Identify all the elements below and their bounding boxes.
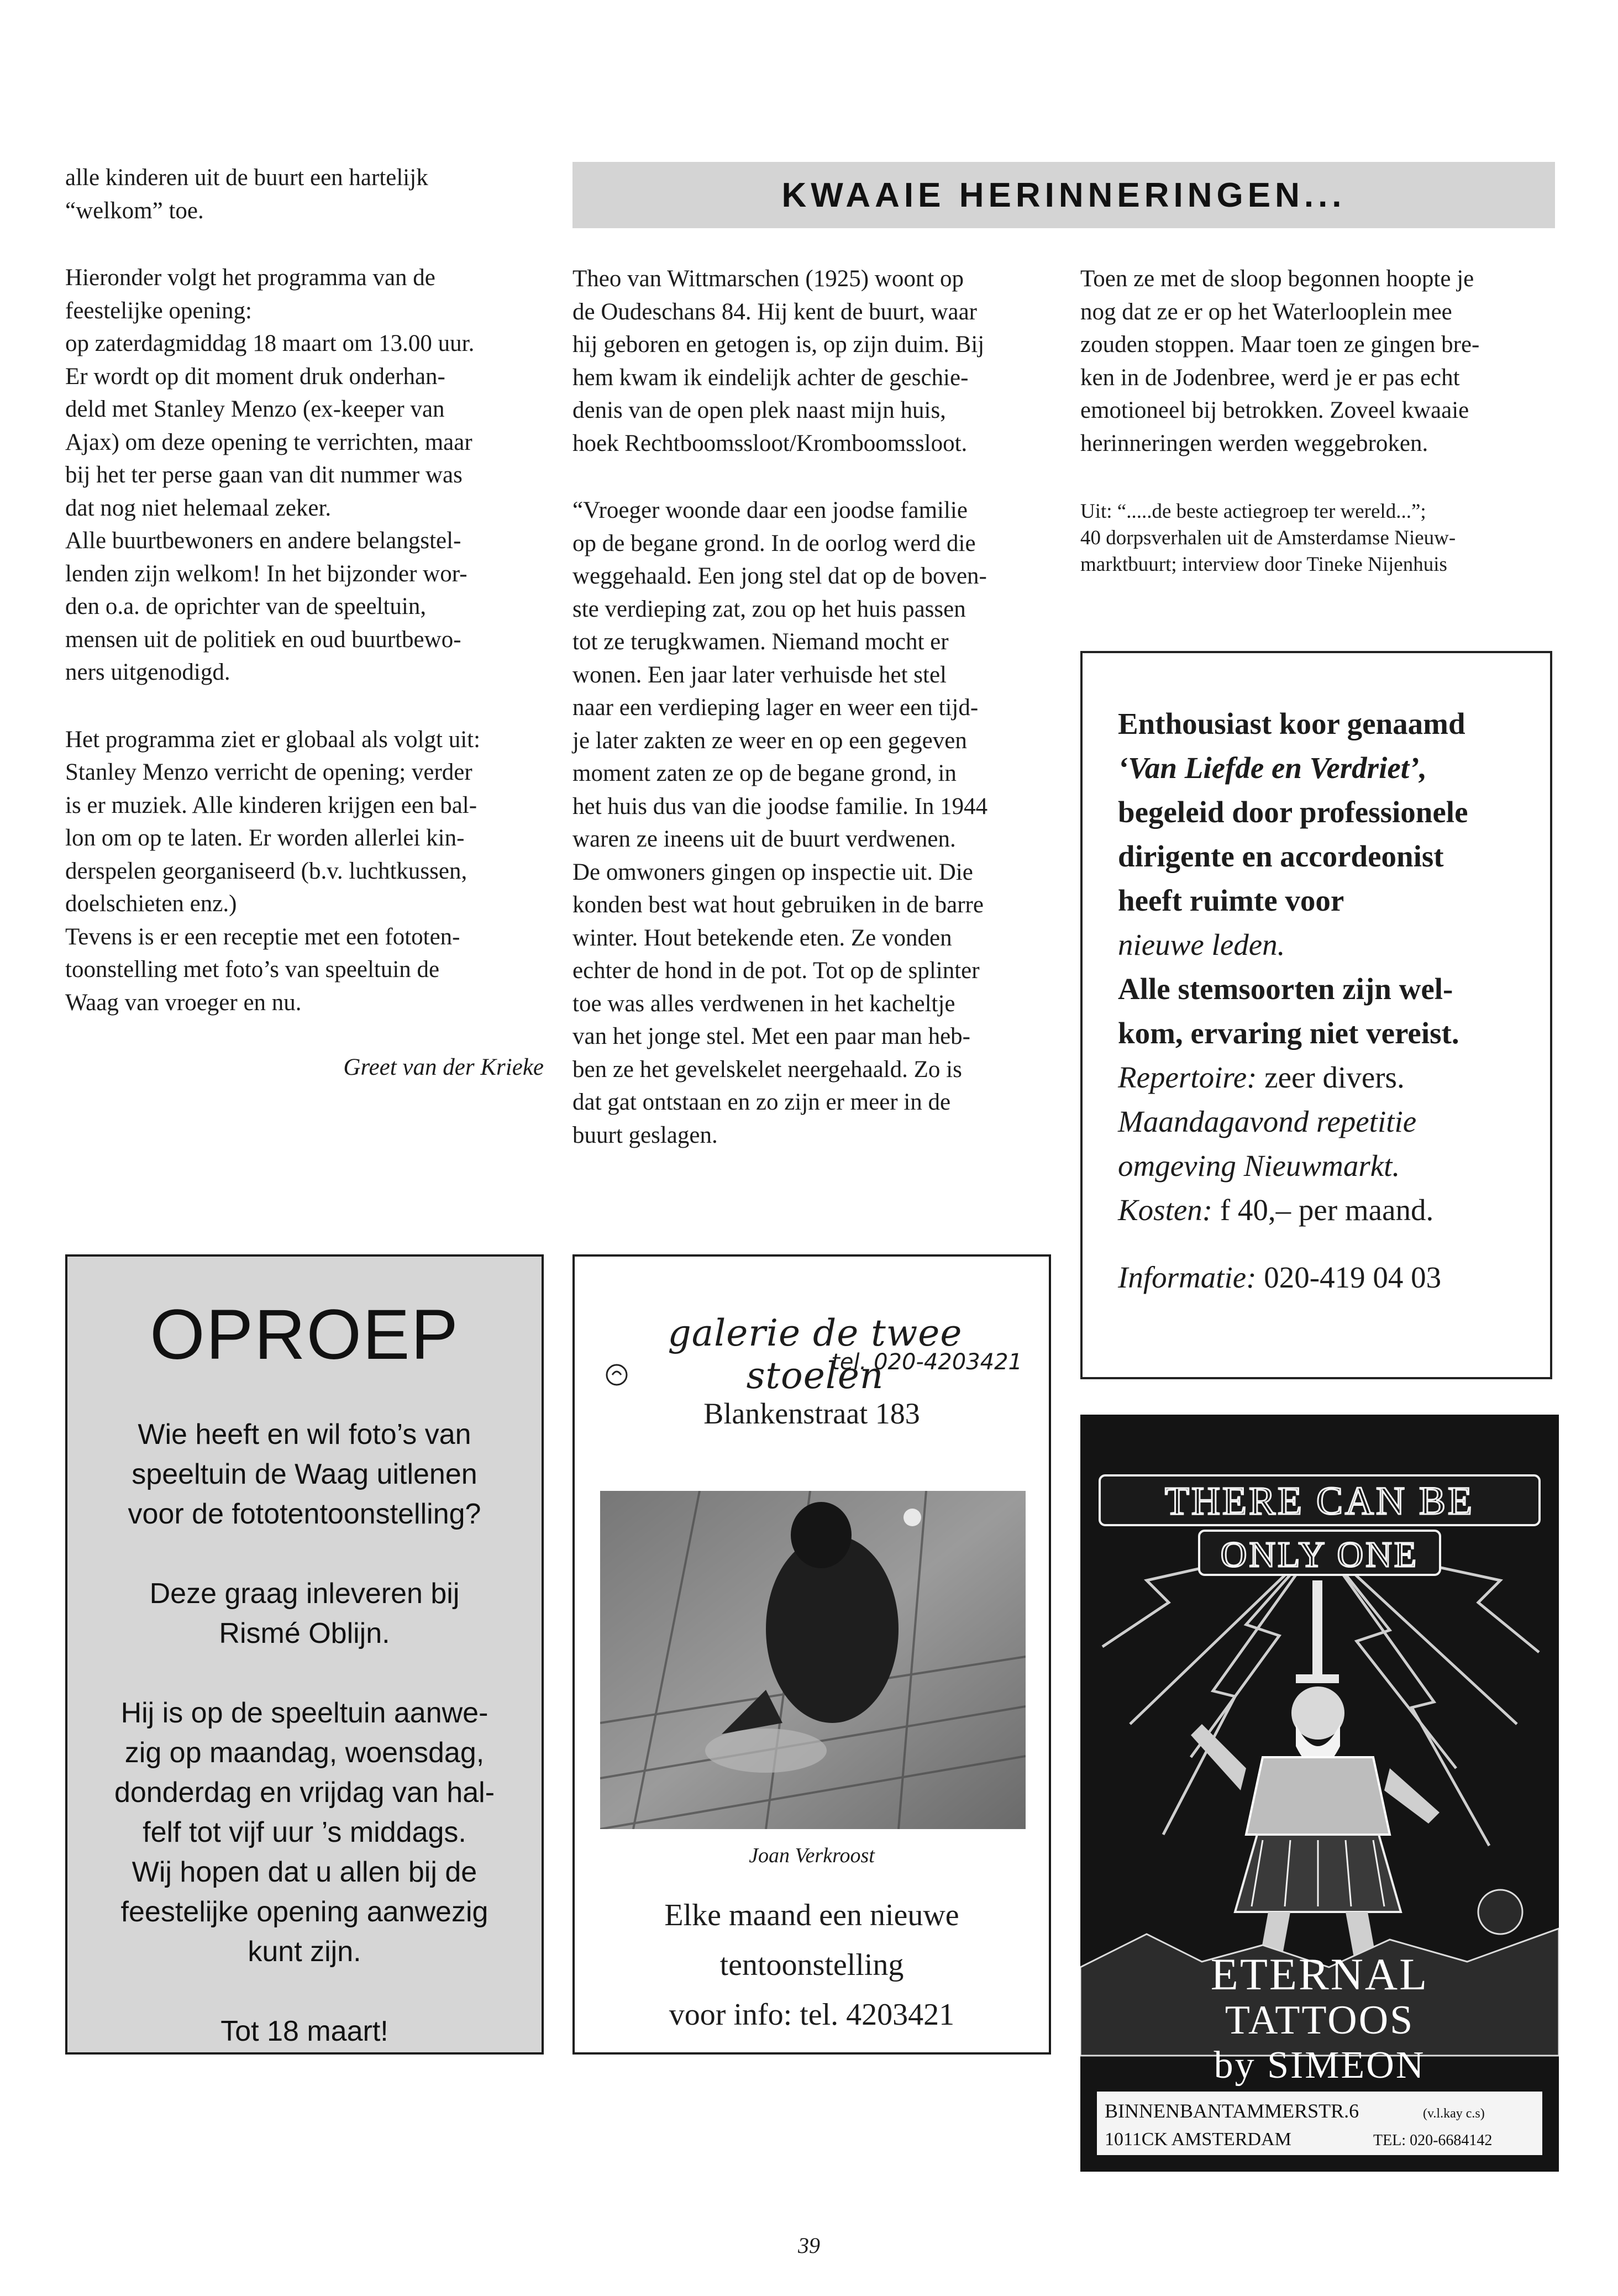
page-number: 39 — [798, 2233, 820, 2258]
tattoo-artwork — [1080, 1415, 1559, 2172]
oproep-ad — [65, 1254, 544, 2055]
galerie-info-line: tentoonstelling — [719, 1948, 904, 1982]
oproep-request: Wie heeft en wil foto’s van speeltuin de Waag uitlenen voor de fototentoonstelling? — [128, 1418, 481, 1530]
article-story: “Vroeger woonde daar een joodse familie op de begane grond. In de oorlog werd die weggehaald. Een jong stel dat op de boven- ste verdieping zat, zou op het huis passen tot ze terugkwamen. Niemand mocht er wonen. Een jaar later verhuisde het stel naar een verdieping lager en weer een tijd- je later zakten ze weer en op een gegeven moment zaten ze op de begane grond, in het huis dus van die joodse familie. In 1944 waren ze ineens uit de buurt verdwenen. De omwoners gingen op inspectie uit. Die konden best wat hout gebruiken in de barre winter. Hout betekende eten. Ze vonden echter de hond in de pot. Tot op de splinter toe was alles verdwenen in het kacheltje van het jonge stel. Met een paar man heb- ben ze het gevelskelet neergehaald. Zo is dat gat ontstaan en zo zijn er meer in de buurt geslagen. — [572, 497, 988, 1148]
galerie-photo — [600, 1491, 1026, 1829]
choir-info: Informatie: 020-419 04 03 — [1118, 1260, 1442, 1294]
program-paragraph: Hieronder volgt het programma van de feestelijke opening: op zaterdagmiddag 18 maart om 13.00 uur. Er wordt op dit moment druk onderhan- deld met Stanley Menzo (ex-keeper van Ajax) om deze opening te verrichten, maar bij het ter perse gaan van dit nummer was dat nog niet helemaal zeker. Alle buurtbewoners en andere belangstel- lenden zijn welkom! In het bijzonder wor- den o.a. de oprichter van de speeltuin, mensen uit de politiek en oud buurtbewo- ners uitgenodigd. — [65, 265, 475, 685]
choir-line: nieuwe leden. — [1118, 928, 1285, 962]
choir-cost: Kosten: f 40,– per maand. — [1118, 1193, 1434, 1227]
choir-repertoire: Repertoire: zeer divers. — [1118, 1060, 1405, 1094]
tattoo-city: 1011CK AMSTERDAM — [1105, 2129, 1291, 2150]
oproep-hours: Hij is op de speeltuin aanwe- zig op maandag, woensdag, donderdag en vrijdag van hal- felf tot vijf uur ’s middags. Wij hopen dat u allen bij de feestelijke opening aanwezig kunt zijn. — [114, 1697, 495, 1968]
choir-name: ‘Van Liefde en Verdriet’, — [1118, 751, 1427, 785]
tattoo-name-line3: by SIMEON — [1214, 2044, 1426, 2087]
article-intro: Theo van Wittmarschen (1925) woont op de Oudeschans 84. Hij kent de buurt, waar hij geboren en getogen is, op zijn duim. Bij hem kwam ik eindelijk achter de geschie- denis van de open plek naast mijn huis, hoek Rechtboomssloot/Kromboomssloot. — [572, 266, 985, 456]
choir-ad — [1080, 651, 1552, 1379]
galerie-name: galerie de twee stoelen — [668, 1312, 963, 1397]
tattoo-ad — [1080, 1415, 1559, 2172]
column-1 — [65, 161, 544, 1084]
choir-line: omgeving Nieuwmarkt. — [1118, 1149, 1400, 1183]
tattoo-slogan-line1: THERE CAN BE — [1165, 1479, 1474, 1523]
tattoo-name-line2: TATTOOS — [1225, 1998, 1415, 2043]
choir-line: Maandagavond repetitie — [1118, 1105, 1417, 1138]
tattoo-name-line1: ETERNAL — [1210, 1949, 1429, 1999]
galerie-ad — [572, 1254, 1051, 2055]
chair-logo-icon — [602, 1362, 635, 1389]
tattoo-street-note: (v.l.kay c.s) — [1423, 2106, 1485, 2121]
schedule-paragraph: Het programma ziet er globaal als volgt uit: Stanley Menzo verricht de opening; verder is er muziek. Alle kinderen krijgen een bal- lon om op te laten. Er worden allerlei kin- derspelen georganiseerd (b.v. luchtkussen, doelschieten enz.) Tevens is er een receptie met een fototen- toonstelling met foto’s van speeltuin de Waag van vroeger en nu. — [65, 726, 481, 1016]
author-signature: Greet van der Krieke — [343, 1054, 544, 1080]
oproep-title: OPROEP — [150, 1295, 459, 1374]
article-conclusion: Toen ze met de sloop begonnen hoopte je nog dat ze er op het Waterlooplein mee zouden stoppen. Maar toen ze gingen bre- ken in de Jodenbree, werd je er pas echt emotioneel bij betrokken. Zoveel kwaaie herinneringen werden weggebroken. — [1080, 266, 1480, 456]
tattoo-phone: TEL: 020-6684142 — [1373, 2132, 1493, 2149]
intro-paragraph: alle kinderen uit de buurt een hartelijk “welkom” toe. — [65, 165, 428, 224]
tattoo-street: BINNENBANTAMMERSTR.6 — [1105, 2100, 1359, 2122]
choir-line: Enthousiast koor genaamd — [1118, 707, 1465, 740]
galerie-info-line: Elke maand een nieuwe — [664, 1898, 959, 1932]
article-source: Uit: “.....de beste actiegroep ter wereld...”; 40 dorpsverhalen uit de Amsterdamse Nieuw- marktbuurt; interview door Tineke Nijenhuis — [1080, 500, 1456, 576]
article-column-3 — [1080, 262, 1560, 578]
choir-line: Alle stemsoorten zijn wel- — [1118, 972, 1453, 1006]
galerie-info-line: voor info: tel. 4203421 — [669, 1998, 955, 2032]
oproep-deadline: Tot 18 maart! — [220, 2015, 388, 2047]
choir-line: dirigente en accordeonist — [1118, 839, 1444, 873]
article-title: KWAAIE HERINNERINGEN... — [572, 162, 1555, 228]
warrior-illustration — [1191, 1580, 1440, 1973]
photo-credit: Joan Verkroost — [749, 1844, 875, 1867]
choir-line: begeleid door professionele — [1118, 795, 1468, 829]
choir-line: kom, ervaring niet vereist. — [1118, 1016, 1459, 1050]
galerie-phone: tel. 020-4203421 — [831, 1349, 1022, 1375]
choir-line: heeft ruimte voor — [1118, 884, 1344, 917]
galerie-address: Blankenstraat 183 — [703, 1397, 920, 1430]
tattoo-slogan-line2: ONLY ONE — [1220, 1535, 1419, 1575]
oproep-deliver: Deze graag inleveren bij Rismé Oblijn. — [149, 1578, 460, 1649]
article-column-2 — [572, 262, 1052, 1152]
